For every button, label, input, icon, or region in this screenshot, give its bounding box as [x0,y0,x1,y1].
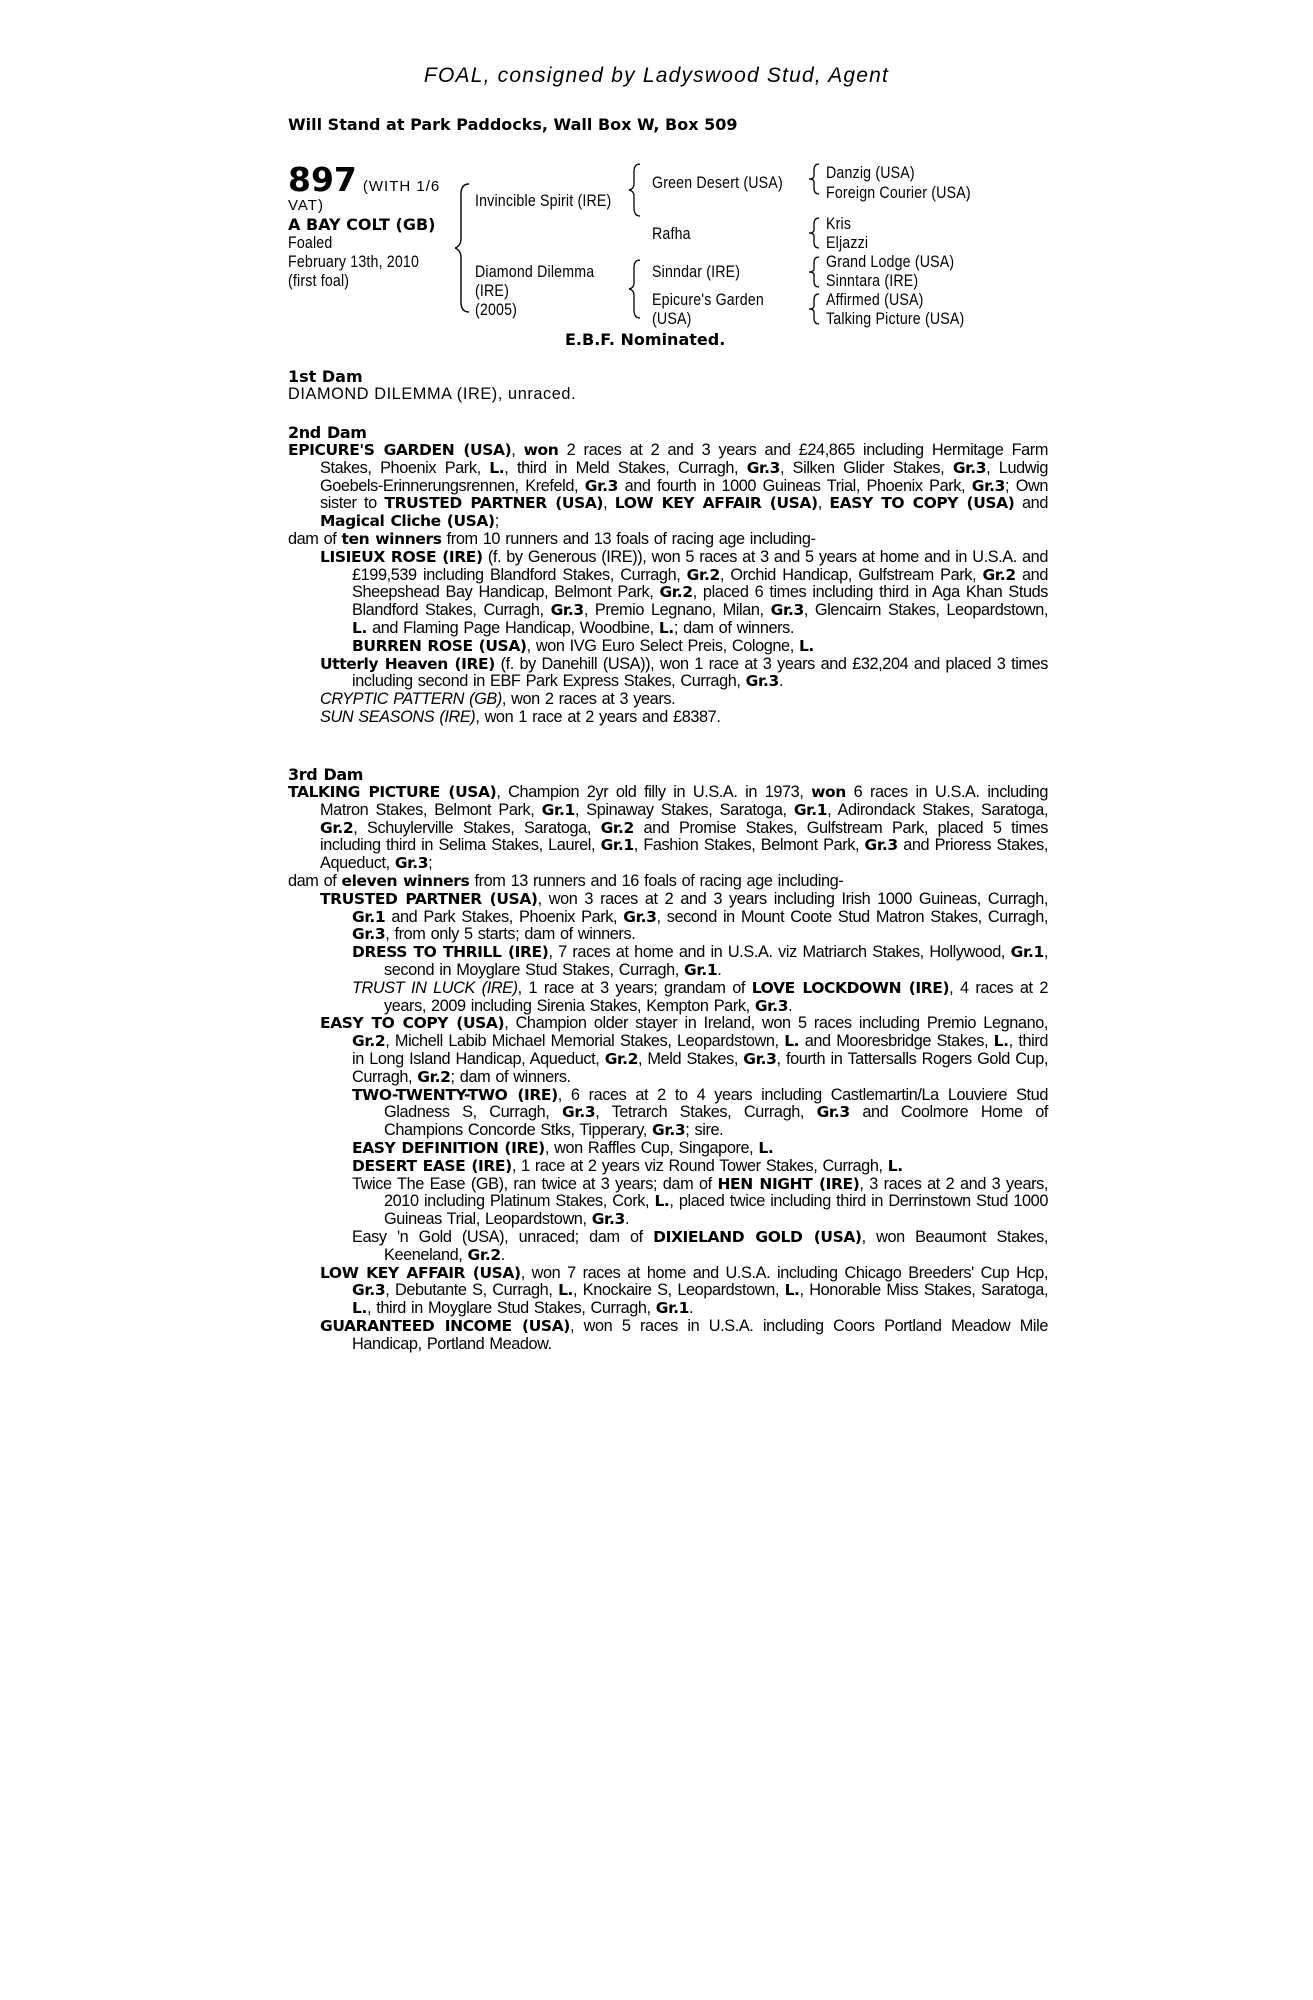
pedigree-ss-sire: Danzig (USA) [826,164,915,182]
pedigree-brace-dd [808,292,824,326]
second-dam-heading: 2nd Dam [288,423,367,442]
pedigree-dd-sire: Affirmed (USA) [826,291,924,309]
first-dam-section [288,367,1048,404]
pedigree-brace-sd [808,216,824,250]
lot-vat-note: (WITH 1/6 [362,178,441,195]
first-dam-heading: 1st Dam [288,367,363,386]
pedigree-dam-dam-country: (USA) [652,310,692,328]
lot-heading [288,160,440,199]
produce-desert-ease: DESERT EASE (IRE), 1 race at 2 years viz Round Tower Stakes, Curragh, L. [352,1156,903,1175]
lot-foaled-label: Foaled [288,234,333,252]
produce-lisieux-rose: LISIEUX ROSE (IRE) (f. by Generous (IRE)), won 5 races at 3 and 5 years at home and in U.S.A. and £199,539 including Blandford Stakes, Curragh, Gr.2, Orchid Handicap, Gulfstream Park, Gr.2 and Sheepshead Bay Handicap, Belmont Park, Gr.2, placed 6 times including third in Aga Khan Studs Blandford Stakes, Curragh, Gr.3, Premio Legnano, Milan, Gr.3, Glencairn Stakes, Leopardstown, L. and Flaming Page Handicap, Woodbine, L.; dam of winners. [320,547,1048,637]
third-dam-heading: 3rd Dam [288,765,363,784]
produce-two-twenty-two: TWO-TWENTY-TWO (IRE), 6 races at 2 to 4 years including Castlemartin/La Louviere Stud Gladness S, Curragh, Gr.3, Tetrarch Stakes, Curragh, Gr.3 and Coolmore Home of Champions Concorde Stks, Tipperary, Gr.3; sire. [352,1085,1048,1140]
pedigree-dam-sire: Sinndar (IRE) [652,263,741,281]
pedigree-brace-dam [628,258,648,320]
pedigree-dam-dam: Epicure's Garden [652,291,764,309]
produce-trusted-partner: TRUSTED PARTNER (USA), won 3 races at 2 and 3 years including Irish 1000 Guineas, Curragh, Gr.1 and Park Stakes, Phoenix Park, Gr.3, second in Mount Coote Stud Matron Stakes, Curragh, Gr.3, from only 5 starts; dam of winners. [320,889,1048,944]
lot-foaled-date: February 13th, 2010 [288,253,420,271]
pedigree-brace-sire [628,162,648,218]
pedigree-sire-dam: Rafha [652,225,691,243]
third-dam-record: TALKING PICTURE (USA), Champion 2yr old filly in U.S.A. in 1973, won 6 races in U.S.A. including Matron Stakes, Belmont Park, Gr.1, Spinaway Stakes, Saratoga, Gr.1, Adirondack Stakes, Saratoga, Gr.2, Schuylerville Stakes, Saratoga, Gr.2 and Promise Stakes, Gulfstream Park, placed 5 times including third in Selima Stakes, Laurel, Gr.1, Fashion Stakes, Belmont Park, Gr.3 and Prioress Stakes, Aqueduct, Gr.3; [288,783,1049,873]
stand-location: Will Stand at Park Paddocks, Wall Box W, Box 509 [288,115,738,134]
pedigree-ss-dam: Foreign Courier (USA) [826,184,971,202]
pedigree-dd-dam: Talking Picture (USA) [826,310,965,328]
produce-guaranteed-income: GUARANTEED INCOME (USA), won 5 races in U.S.A. including Coors Portland Meadow Mile Handicap, Portland Meadow. [320,1316,1049,1353]
ebf-nomination: E.B.F. Nominated. [565,330,726,349]
pedigree-brace-ds [808,255,824,289]
pedigree-dam-country: (IRE) [475,282,509,300]
pedigree-ds-dam: Sinntara (IRE) [826,272,919,290]
pedigree-sire: Invincible Spirit (IRE) [475,192,612,210]
produce-cryptic-pattern: CRYPTIC PATTERN (GB), won 2 races at 3 years. [320,690,676,709]
produce-dress-to-thrill: DRESS TO THRILL (IRE), 7 races at home and in U.S.A. viz Matriarch Stakes, Hollywood, Gr.1, second in Moyglare Stud Stakes, Curragh, Gr.1. [352,943,1048,979]
lot-foal-note: (first foal) [288,272,350,290]
page-title: FOAL, consigned by Ladyswood Stud, Agent [423,64,890,87]
third-dam-section [288,765,1048,1354]
pedigree-brace-ss [808,162,824,196]
pedigree-sd-dam: Eljazzi [826,234,869,252]
pedigree-sire-sire: Green Desert (USA) [652,174,783,192]
pedigree-dam-year: (2005) [475,301,518,319]
produce-trust-in-luck: TRUST IN LUCK (IRE), 1 race at 3 years; grandam of LOVE LOCKDOWN (IRE), 4 races at 2 years, 2009 including Sirenia Stakes, Kempton Park, Gr.3. [352,978,1048,1015]
second-dam-record: EPICURE'S GARDEN (USA), won 2 races at 2 and 3 years and £24,865 including Hermitage Farm Stakes, Phoenix Park, L., third in Meld Stakes, Curragh, Gr.3, Silken Glider Stakes, Gr.3, Ludwig Goebels-Erinnerungsrennen, Krefeld, Gr.3 and fourth in 1000 Guineas Trial, Phoenix Park, Gr.3; Own sister to TRUSTED PARTNER (USA), LOW KEY AFFAIR (USA), EASY TO COPY (USA) and Magical Cliche (USA); [288,441,1048,531]
second-dam-produce-summary: dam of ten winners from 10 runners and 13 foals of racing age including- [288,529,816,548]
third-dam-produce-summary: dam of eleven winners from 13 runners and 16 foals of racing age including- [288,871,844,890]
lot-number: 897 [288,160,357,199]
lot-vat-note-cont: VAT) [288,197,324,214]
first-dam-text: DIAMOND DILEMMA (IRE), unraced. [288,385,577,403]
produce-twice-the-ease: Twice The Ease (GB), ran twice at 3 years; dam of HEN NIGHT (IRE), 3 races at 2 and 3 years, 2010 including Platinum Stakes, Cork, L., placed twice including third in Derrinstown Stud 1000 Guineas Trial, Leopardstown, Gr.3. [352,1174,1048,1229]
produce-utterly-heaven: Utterly Heaven (IRE) (f. by Danehill (USA)), won 1 race at 3 years and £32,204 and placed 3 times including second in EBF Park Express Stakes, Curragh, Gr.3. [320,654,1048,691]
pedigree-ds-sire: Grand Lodge (USA) [826,253,955,271]
lot-name: A BAY COLT (GB) [288,215,436,234]
produce-sun-seasons: SUN SEASONS (IRE), won 1 race at 2 years and £8387. [320,707,721,726]
produce-burren-rose: BURREN ROSE (USA), won IVG Euro Select Preis, Cologne, L. [352,636,814,655]
pedigree-dam: Diamond Dilemma [475,263,595,281]
produce-easy-n-gold: Easy 'n Gold (USA), unraced; dam of DIXIELAND GOLD (USA), won Beaumont Stakes, Keeneland, Gr.2. [352,1227,1049,1264]
pedigree-sd-sire: Kris [826,215,852,233]
produce-low-key-affair: LOW KEY AFFAIR (USA), won 7 races at home and U.S.A. including Chicago Breeders' Cup Hcp, Gr.3, Debutante S, Curragh, L., Knockaire S, Leopardstown, L., Honorable Miss Stakes, Saratoga, L., third in Moyglare Stud Stakes, Curragh, Gr.1. [320,1263,1048,1318]
produce-easy-to-copy: EASY TO COPY (USA), Champion older stayer in Ireland, won 5 races including Premio Legnano, Gr.2, Michell Labib Michael Memorial Stakes, Leopardstown, L. and Mooresbridge Stakes, L., third in Long Island Handicap, Aqueduct, Gr.2, Meld Stakes, Gr.3, fourth in Tattersalls Rogers Gold Cup, Curragh, Gr.2; dam of winners. [320,1014,1049,1086]
second-dam-section [288,423,1048,727]
produce-easy-definition: EASY DEFINITION (IRE), won Raffles Cup, Singapore, L. [352,1138,774,1157]
